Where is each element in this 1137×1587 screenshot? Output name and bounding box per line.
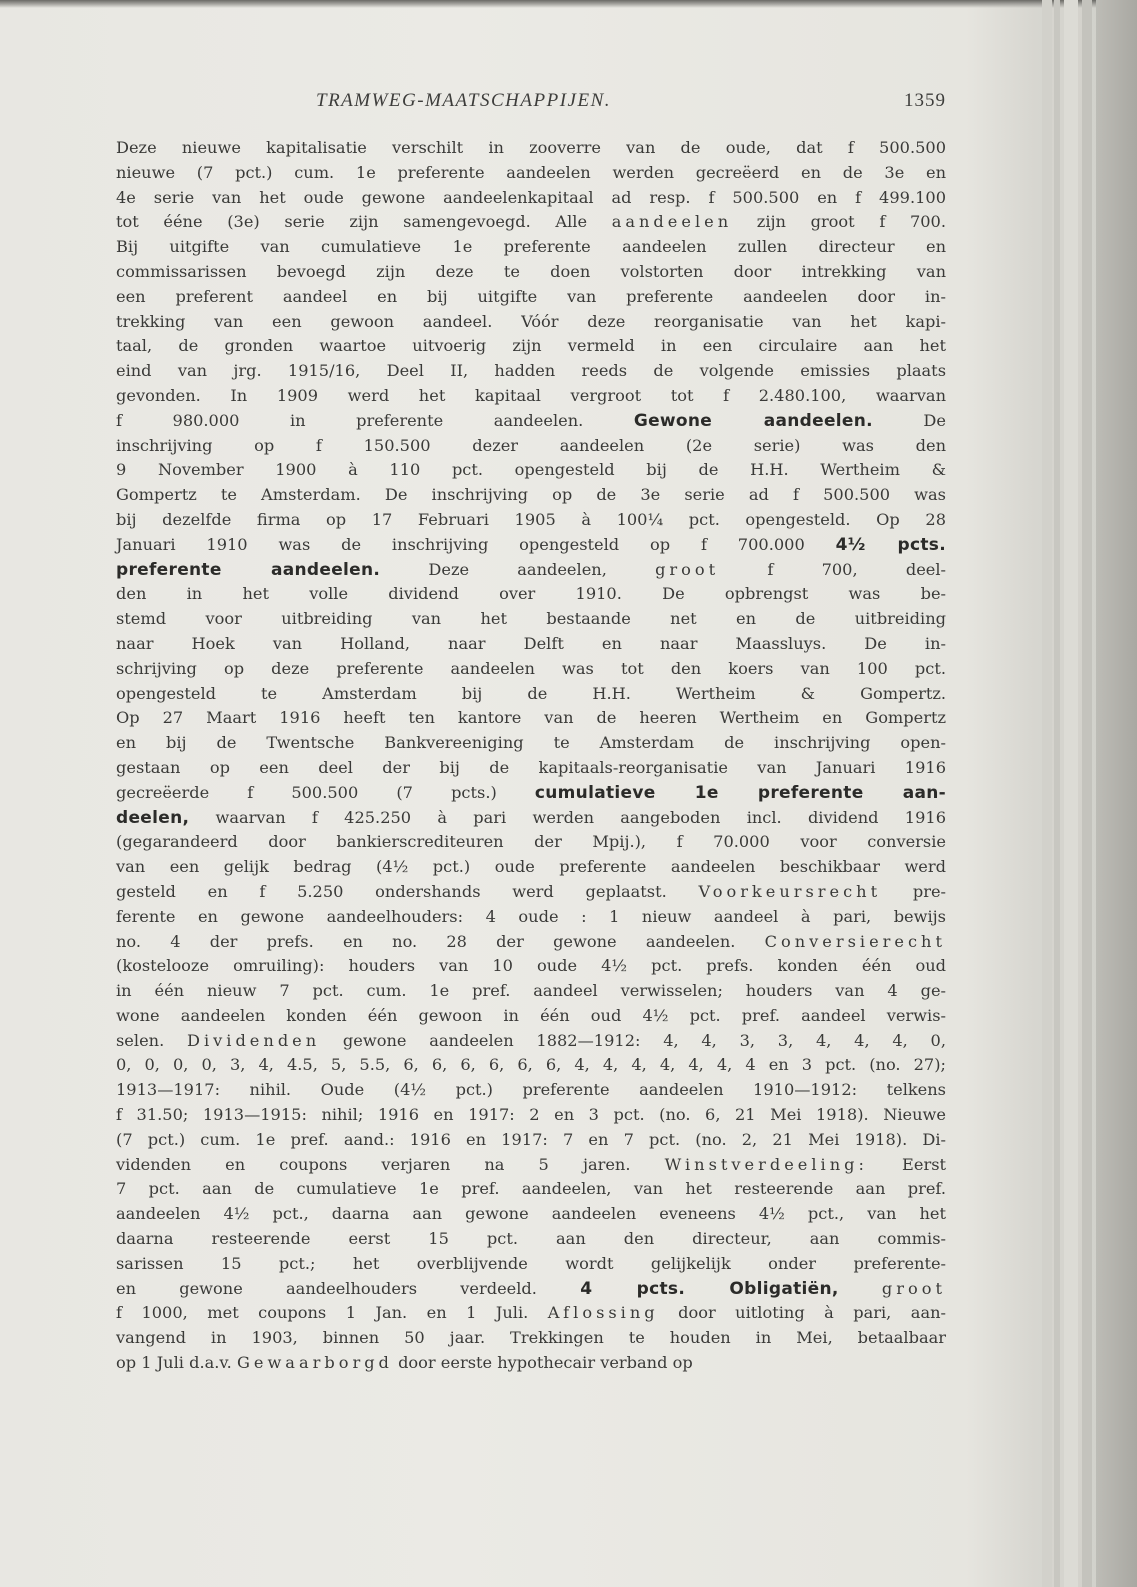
text-line xyxy=(116,1227,946,1252)
page-edge xyxy=(1064,0,1078,1587)
text-line xyxy=(116,806,946,831)
text-segment: daarna resteerende eerst 15 pct. aan den directeur, aan commis- xyxy=(116,1229,946,1249)
running-header xyxy=(116,90,946,116)
spaced-term: groot xyxy=(881,1278,946,1298)
text-segment: Januari 1910 was de inschrijving opengesteld op f 700.000 xyxy=(116,534,836,554)
text-line xyxy=(116,1301,946,1326)
text-line xyxy=(116,930,946,955)
text-segment: bij dezelfde firma op 17 Februari 1905 à 100¼ pct. opengesteld. Op 28 xyxy=(116,509,946,529)
text-segment: 9 November 1900 à 110 pct. opengesteld bij de H.H. Wertheim & xyxy=(116,460,946,480)
text-line xyxy=(116,1326,946,1351)
text-segment: 4e serie van het oude gewone aandeelenkapitaal ad resp. f 500.500 en f 499.100 xyxy=(116,187,946,207)
page-edge xyxy=(1096,0,1137,1587)
spaced-term: Gewaarborgd xyxy=(236,1353,393,1373)
text-line xyxy=(116,508,946,533)
text-segment: Op 27 Maart 1916 heeft ten kantore van de heeren Wertheim en Gompertz xyxy=(116,708,946,728)
text-segment: taal, de gronden waartoe uitvoerig zijn vermeld in een circulaire aan het xyxy=(116,336,946,356)
text-line xyxy=(116,880,946,905)
text-segment: tot ééne (3e) serie zijn samengevoegd. Alle xyxy=(116,212,612,232)
text-segment: Deze aandeelen, xyxy=(380,559,656,579)
text-segment: no. 4 der prefs. en no. 28 der gewone aandeelen. xyxy=(116,931,765,951)
text-line xyxy=(116,1177,946,1202)
text-line xyxy=(116,607,946,632)
text-line xyxy=(116,434,946,459)
page-edge xyxy=(1082,0,1092,1587)
text-line xyxy=(116,533,946,558)
spaced-term: Winstverdeeling: xyxy=(664,1154,868,1174)
text-line xyxy=(116,161,946,186)
text-segment: waarvan f 425.250 à pari werden aangeboden incl. dividend 1916 xyxy=(189,807,946,827)
text-segment: De xyxy=(872,410,946,430)
text-line xyxy=(116,558,946,583)
text-segment: pre- xyxy=(881,881,946,901)
text-segment: gevonden. In 1909 werd het kapitaal vergroot tot f 2.480.100, waarvan xyxy=(116,385,946,405)
text-line xyxy=(116,1078,946,1103)
text-segment: ferente en gewone aandeelhouders: 4 oude : 1 nieuw aandeel à pari, bewijs xyxy=(116,906,946,926)
text-line xyxy=(116,657,946,682)
text-line xyxy=(116,136,946,161)
text-line xyxy=(116,954,946,979)
text-segment: (7 pct.) cum. 1e pref. aand.: 1916 en 1917: 7 en 7 pct. (no. 2, 21 Mei 1918). Di- xyxy=(116,1129,946,1149)
text-line xyxy=(116,458,946,483)
running-title: TRAMWEG-MAATSCHAPPIJEN. xyxy=(316,90,611,111)
text-segment: en gewone aandeelhouders verdeeld. xyxy=(116,1278,581,1298)
text-segment: wone aandeelen konden één gewoon in één oud 4½ pct. pref. aandeel verwis- xyxy=(116,1005,946,1025)
spaced-term: Conversierecht xyxy=(764,931,946,951)
text-segment: vangend in 1903, binnen 50 jaar. Trekkingen te houden in Mei, betaalbaar xyxy=(116,1328,946,1348)
text-line xyxy=(116,830,946,855)
text-segment: f 1000, met coupons 1 Jan. en 1 Juli. xyxy=(116,1303,548,1323)
text-line xyxy=(116,706,946,731)
text-segment: nieuwe (7 pct.) cum. 1e preferente aandeelen werden gecreëerd en de 3e en xyxy=(116,162,946,182)
text-line xyxy=(116,582,946,607)
text-line xyxy=(116,1053,946,1078)
text-segment: gestaan op een deel der bij de kapitaals-reorganisatie van Januari 1916 xyxy=(116,757,946,777)
text-line xyxy=(116,731,946,756)
text-segment: Eerst xyxy=(867,1154,947,1174)
spaced-term: groot xyxy=(655,559,720,579)
text-line xyxy=(116,384,946,409)
text-segment: (gegarandeerd door bankierscrediteuren der Mpij.), f 70.000 voor conversie xyxy=(116,832,946,852)
bold-heading: preferente aandeelen. xyxy=(116,559,381,580)
text-line xyxy=(116,682,946,707)
text-segment: Gompertz te Amsterdam. De inschrijving op de 3e serie ad f 500.500 was xyxy=(116,485,946,505)
text-line xyxy=(116,756,946,781)
text-segment: f 980.000 in preferente aandeelen. xyxy=(116,410,634,430)
bold-heading: 4 pcts. Obligatiën, xyxy=(580,1278,839,1299)
text-segment: sarissen 15 pct.; het overblijvende wordt gelijkelijk onder preferente- xyxy=(116,1253,946,1273)
text-segment: den in het volle dividend over 1910. De opbrengst was be- xyxy=(116,584,946,604)
text-line xyxy=(116,1029,946,1054)
text-segment: gewone aandeelen 1882—1912: 4, 4, 3, 3, 4, 4, 4, 0, xyxy=(320,1030,946,1050)
text-line xyxy=(116,1103,946,1128)
bold-heading: 4½ pcts. xyxy=(835,534,946,555)
spaced-term: Dividenden xyxy=(186,1030,321,1050)
text-line xyxy=(116,210,946,235)
text-segment: 0, 0, 0, 0, 3, 4, 4.5, 5, 5.5, 6, 6, 6, 6, 6, 6, 4, 4, 4, 4, 4, 4, 4 en 3 pct. (no. 27); xyxy=(116,1055,946,1075)
page-edge xyxy=(1054,0,1060,1587)
text-line xyxy=(116,186,946,211)
text-segment: schrijving op deze preferente aandeelen was tot den koers van 100 pct. xyxy=(116,658,946,678)
text-line xyxy=(116,1153,946,1178)
text-line xyxy=(116,334,946,359)
text-line xyxy=(116,409,946,434)
text-line xyxy=(116,905,946,930)
page-number: 1359 xyxy=(904,90,946,111)
text-line xyxy=(116,1004,946,1029)
text-segment: door uitloting à pari, aan- xyxy=(658,1303,946,1323)
text-line xyxy=(116,632,946,657)
text-segment: zijn groot f 700. xyxy=(732,212,946,232)
text-line xyxy=(116,1202,946,1227)
bold-heading: cumulatieve 1e preferente aan- xyxy=(534,782,946,803)
body-text xyxy=(116,136,946,1376)
text-line xyxy=(116,1351,946,1376)
text-line xyxy=(116,781,946,806)
text-segment: aandeelen 4½ pct., daarna aan gewone aandeelen eveneens 4½ pct., van het xyxy=(116,1204,946,1224)
text-line xyxy=(116,1252,946,1277)
page-top-shadow xyxy=(0,0,1137,8)
text-segment: in één nieuw 7 pct. cum. 1e pref. aandeel verwisselen; houders van 4 ge- xyxy=(116,981,946,1001)
text-segment: videnden en coupons verjaren na 5 jaren. xyxy=(116,1154,665,1174)
text-line xyxy=(116,1277,946,1302)
text-line xyxy=(116,260,946,285)
text-line xyxy=(116,285,946,310)
page-edge xyxy=(1042,0,1052,1587)
text-segment: inschrijving op f 150.500 dezer aandeelen (2e serie) was den xyxy=(116,435,946,455)
text-line xyxy=(116,359,946,384)
text-segment: f 31.50; 1913—1915: nihil; 1916 en 1917: 2 en 3 pct. (no. 6, 21 Mei 1918). Nieuwe xyxy=(116,1105,946,1125)
text-segment: opengesteld te Amsterdam bij de H.H. Wertheim & Gompertz. xyxy=(116,683,946,703)
text-line xyxy=(116,855,946,880)
text-segment: en bij de Twentsche Bankvereeniging te Amsterdam de inschrijving open- xyxy=(116,733,946,753)
text-segment: op 1 Juli d.a.v. xyxy=(116,1353,237,1373)
spaced-term: Aflossing xyxy=(547,1303,659,1323)
bold-heading: deelen, xyxy=(116,807,190,828)
text-segment: eind van jrg. 1915/16, Deel II, hadden reeds de volgende emissies plaats xyxy=(116,361,946,381)
text-segment: 1913—1917: nihil. Oude (4½ pct.) preferente aandeelen 1910—1912: telkens xyxy=(116,1080,946,1100)
spaced-term: aandeelen xyxy=(611,212,733,232)
spaced-term: Voorkeursrecht xyxy=(698,881,882,901)
text-segment: f 700, deel- xyxy=(719,559,947,579)
text-segment: 7 pct. aan de cumulatieve 1e pref. aandeelen, van het resteerende aan pref. xyxy=(116,1179,946,1199)
text-segment: commissarissen bevoegd zijn deze te doen volstorten door intrekking van xyxy=(116,261,946,281)
text-segment: naar Hoek van Holland, naar Delft en naar Maassluys. De in- xyxy=(116,633,946,653)
text-segment xyxy=(839,1279,882,1298)
text-segment: Bij uitgifte van cumulatieve 1e preferente aandeelen zullen directeur en xyxy=(116,237,946,257)
text-line xyxy=(116,310,946,335)
text-segment: een preferent aandeel en bij uitgifte van preferente aandeelen door in- xyxy=(116,286,946,306)
text-segment: trekking van een gewoon aandeel. Vóór deze reorganisatie van het kapi- xyxy=(116,311,946,331)
text-segment: stemd voor uitbreiding van het bestaande net en de uitbreiding xyxy=(116,609,946,629)
text-segment: gecreëerde f 500.500 (7 pcts.) xyxy=(116,782,535,802)
text-segment: (kostelooze omruiling): houders van 10 oude 4½ pct. prefs. konden één oud xyxy=(116,956,946,976)
text-segment: selen. xyxy=(116,1030,187,1050)
text-line xyxy=(116,483,946,508)
text-segment: door eerste hypothecair verband op xyxy=(392,1353,693,1373)
text-line xyxy=(116,235,946,260)
text-segment: van een gelijk bedrag (4½ pct.) oude preferente aandeelen beschikbaar werd xyxy=(116,857,946,877)
text-line xyxy=(116,1128,946,1153)
bold-heading: Gewone aandeelen. xyxy=(633,410,873,431)
text-segment: Deze nieuwe kapitalisatie verschilt in zooverre van de oude, dat f 500.500 xyxy=(116,138,946,157)
text-line xyxy=(116,979,946,1004)
text-segment: gesteld en f 5.250 ondershands werd geplaatst. xyxy=(116,881,699,901)
